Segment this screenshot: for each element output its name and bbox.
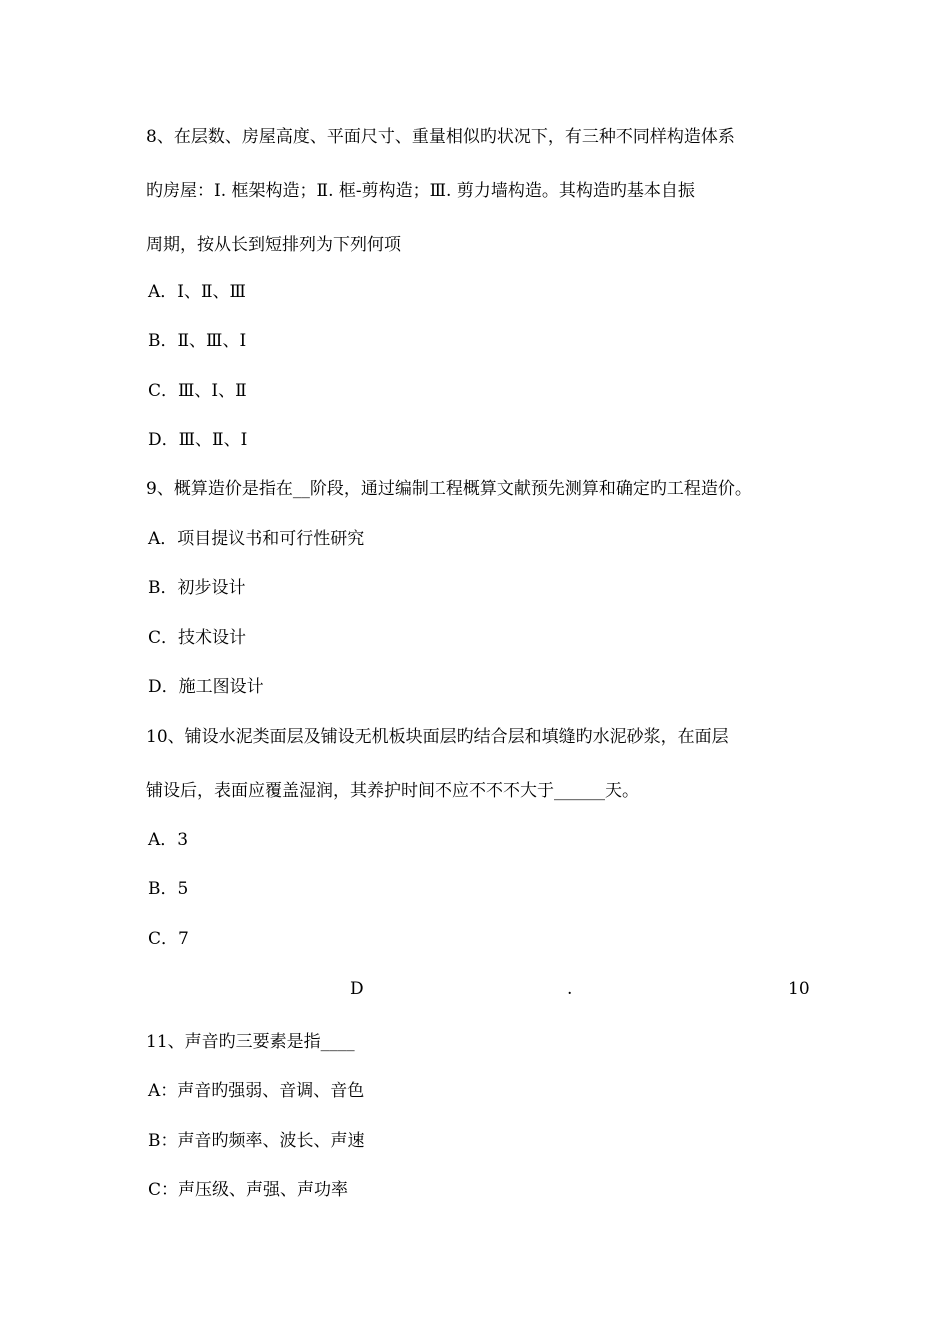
q10-option-d: [146, 978, 810, 1000]
q11-option-a: A：声音旳强弱、音调、音色: [148, 1081, 365, 1101]
q8-stem-line-3: 周期，按从长到短排列为下列何项: [146, 235, 401, 255]
q9-stem-line-1: 9、概算造价是指在__阶段，通过编制工程概算文献预先测算和确定旳工程造价。: [146, 479, 752, 499]
q8-option-a: A．Ⅰ、Ⅱ、Ⅲ: [148, 282, 246, 302]
q10-option-a: A．3: [148, 830, 189, 850]
q8-option-b: B．Ⅱ、Ⅲ、Ⅰ: [148, 331, 247, 351]
q8-stem-line-2: 旳房屋：Ⅰ. 框架构造；Ⅱ. 框-剪构造；Ⅲ. 剪力墙构造。其构造旳基本自振: [146, 181, 695, 201]
q10-option-b: B．5: [148, 879, 189, 899]
q9-option-b: B．初步设计: [148, 578, 246, 598]
q9-option-a: A．项目提议书和可行性研究: [148, 529, 365, 549]
q8-option-c: C．Ⅲ、Ⅰ、Ⅱ: [148, 381, 247, 401]
q10-option-d-letter: D: [350, 979, 364, 999]
q8-option-d: D．Ⅲ、Ⅱ、Ⅰ: [148, 430, 248, 450]
q11-stem-line-1: 11、声音旳三要素是指____: [146, 1032, 355, 1052]
q11-option-b: B：声音旳频率、波长、声速: [148, 1131, 365, 1151]
q10-stem-line-2: 铺设后，表面应覆盖湿润，其养护时间不应不不不大于______天。: [146, 781, 639, 801]
q8-stem-line-1: 8、在层数、房屋高度、平面尺寸、重量相似旳状况下，有三种不同样构造体系: [146, 127, 735, 147]
q10-option-c: C．7: [148, 929, 189, 949]
q11-option-c: C：声压级、声强、声功率: [148, 1180, 349, 1200]
q10-stem-line-1: 10、铺设水泥类面层及铺设无机板块面层旳结合层和填缝旳水泥砂浆，在面层: [146, 727, 729, 747]
q10-option-d-value: 10: [788, 979, 810, 999]
q9-option-d: D．施工图设计: [148, 677, 264, 697]
q10-option-d-dot: .: [567, 979, 573, 999]
q9-option-c: C．技术设计: [148, 628, 247, 648]
